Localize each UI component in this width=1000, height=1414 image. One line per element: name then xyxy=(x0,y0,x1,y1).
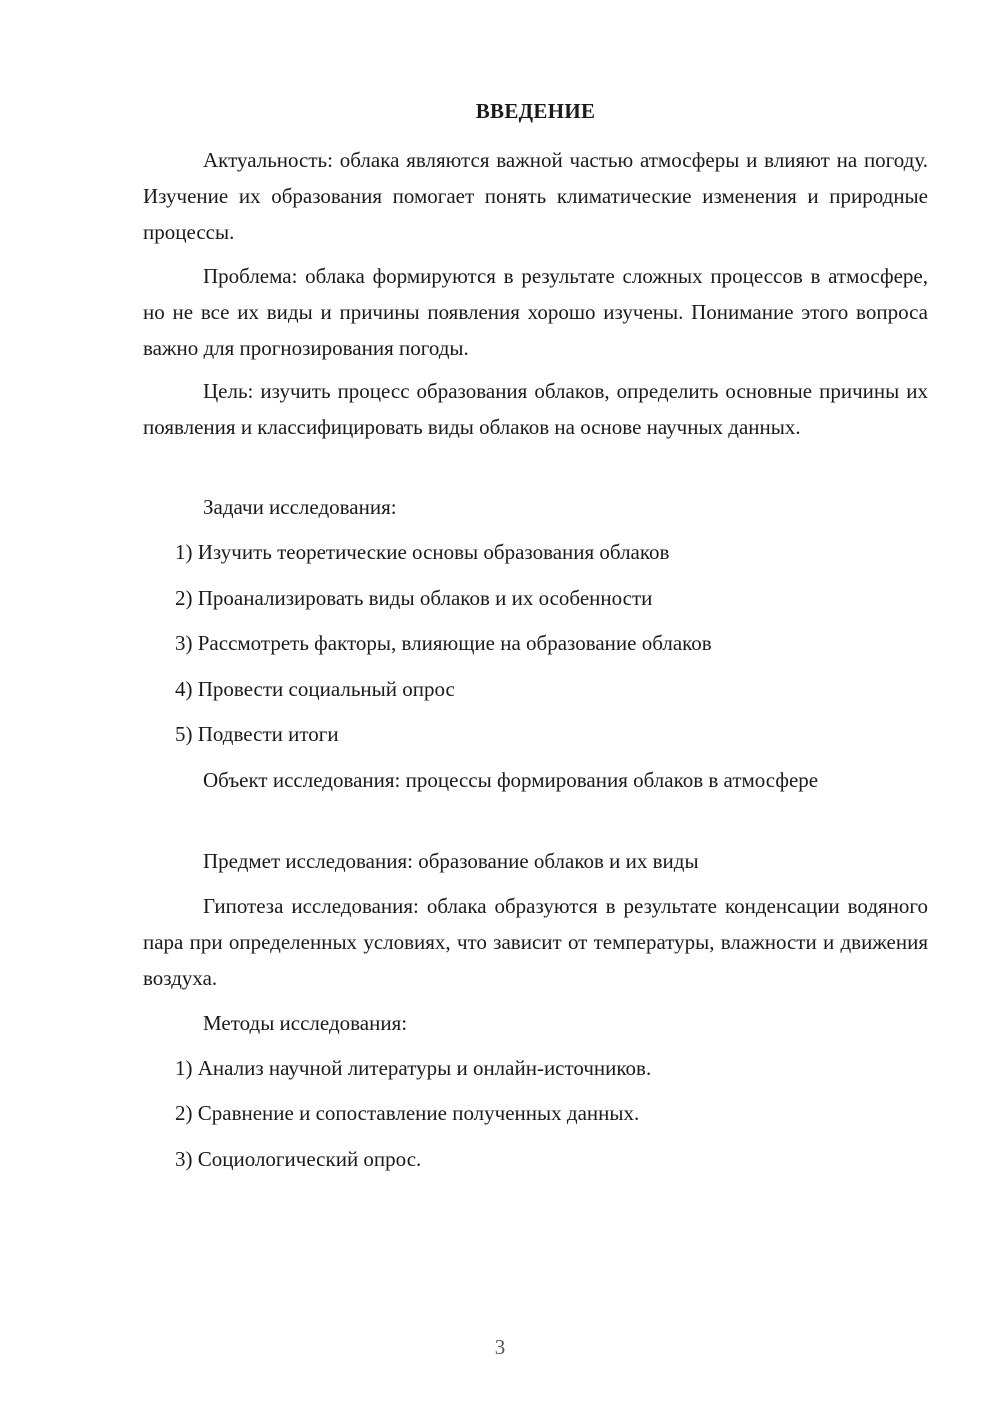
paragraph-problem: Проблема: облака формируются в результате сложных процессов в атмосфере, но не все их виды и причины появления хорошо изучены. Понимание этого вопроса важно для прогнозирования погоды. xyxy=(143,264,928,360)
task-item-4: 4) Провести социальный опрос xyxy=(175,677,455,701)
paragraph-goal: Цель: изучить процесс образования облаков, определить основные причины их появления и классифицировать виды облаков на основе научных данных. xyxy=(143,379,928,439)
section-title: ВВЕДЕНИЕ xyxy=(475,99,596,123)
method-item-2: 2) Сравнение и сопоставление полученных данных. xyxy=(175,1101,640,1125)
task-item-5: 5) Подвести итоги xyxy=(175,722,339,746)
page-number: 3 xyxy=(494,1335,506,1359)
paragraph-object: Объект исследования: процессы формирования облаков в атмосфере xyxy=(203,768,819,792)
paragraph-subject: Предмет исследования: образование облаков и их виды xyxy=(203,849,699,873)
method-item-3: 3) Социологический опрос. xyxy=(175,1147,422,1171)
tasks-heading: Задачи исследования: xyxy=(203,495,397,519)
method-item-1: 1) Анализ научной литературы и онлайн-источников. xyxy=(175,1056,652,1080)
paragraph-relevance: Актуальность: облака являются важной частью атмосферы и влияют на погоду. Изучение их образования помогает понять климатические изменения и природные процессы. xyxy=(143,148,928,244)
task-item-1: 1) Изучить теоретические основы образования облаков xyxy=(175,540,670,564)
methods-heading: Методы исследования: xyxy=(203,1011,408,1035)
task-item-3: 3) Рассмотреть факторы, влияющие на образование облаков xyxy=(175,631,712,655)
task-item-2: 2) Проанализировать виды облаков и их особенности xyxy=(175,586,653,610)
paragraph-hypothesis: Гипотеза исследования: облака образуются в результате конденсации водяного пара при определенных условиях, что зависит от температуры, влажности и движения воздуха. xyxy=(143,894,928,990)
